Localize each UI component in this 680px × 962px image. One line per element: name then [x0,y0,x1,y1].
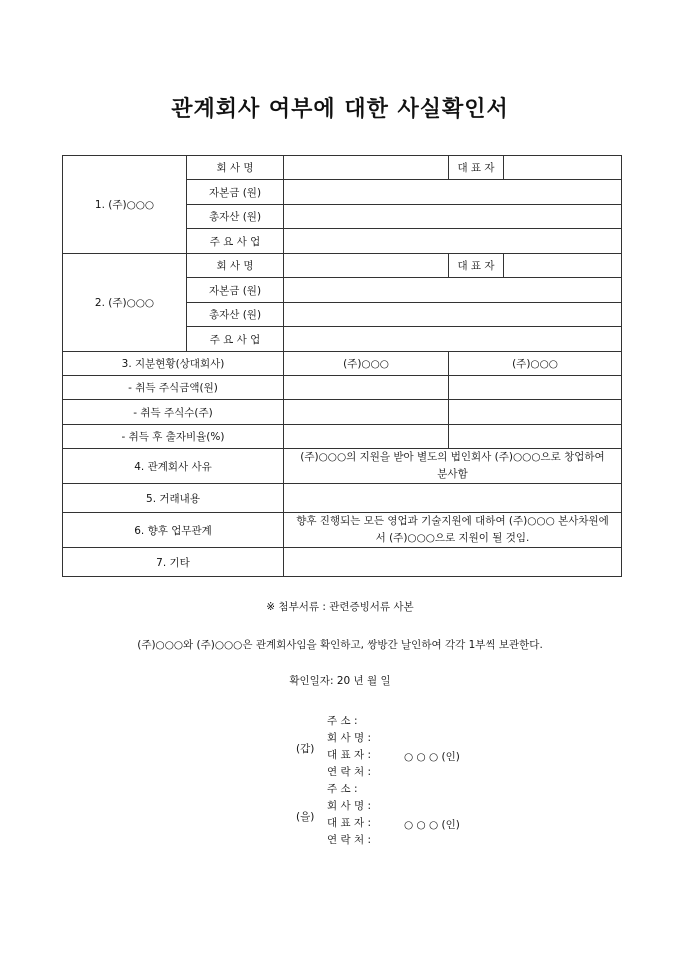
table-row [63,352,622,376]
party-b-address: 주 소 : [327,783,358,795]
ceo-label: 대 표 자 [449,254,504,278]
party-a-seal: ○ ○ ○ (인) [404,751,460,763]
company1-capital-value[interactable] [284,180,622,205]
company2-capital-value[interactable] [284,278,622,303]
table-row [63,548,622,577]
company1-name-value[interactable] [284,156,449,180]
party-a-company: 회 사 명 : [327,732,371,744]
table-row [63,425,622,449]
company1-assets-value[interactable] [284,205,622,229]
main-business-label: 주 요 사 업 [187,327,284,352]
company2-assets-value[interactable] [284,303,622,327]
total-assets-label: 총자산 (원) [187,205,284,229]
reason-value: (주)○○○의 지원을 받아 별도의 법인회사 (주)○○○으로 창업하여 분사함 [284,449,622,484]
table-row [63,156,622,180]
company2-ceo-value[interactable] [504,254,622,278]
table-row [63,376,622,400]
future-value: 향후 진행되는 모든 영업과 기술지원에 대하여 (주)○○○ 본사차원에서 (주)○○○으로 지원이 될 것임. [284,513,622,548]
confirm-date: 확인일자: 20 년 월 일 [289,675,391,687]
equity-col-a: (주)○○○ [284,352,449,376]
page-title: 관계회사 여부에 대한 사실확인서 [171,97,509,122]
party-a-label: (갑) [296,743,315,755]
party-a-ceo: 대 표 자 : [327,749,371,761]
equity-row1-b-value[interactable] [449,376,622,400]
main-business-label: 주 요 사 업 [187,229,284,254]
equity-row2-label: - 취득 주식수(주) [63,400,284,425]
equity-row2-a-value[interactable] [284,400,449,425]
equity-row3-label: - 취득 후 출자비율(%) [63,425,284,449]
confirmation-statement: (주)○○○와 (주)○○○은 관계회사임을 확인하고, 쌍방간 날인하여 각각 1부씩 보관한다. [137,639,543,651]
table-row [63,484,622,513]
capital-label: 자본금 (원) [187,278,284,303]
equity-row1-a-value[interactable] [284,376,449,400]
ceo-label: 대 표 자 [449,156,504,180]
equity-header: 3. 지분현황(상대회사) [63,352,284,376]
company2-label: 2. (주)○○○ [63,254,187,352]
equity-col-b: (주)○○○ [449,352,622,376]
trade-label: 5. 거래내용 [63,484,284,513]
attachment-note: ※ 첨부서류 : 관련증빙서류 사본 [266,601,414,613]
total-assets-label: 총자산 (원) [187,303,284,327]
party-b-label: (을) [296,811,315,823]
party-a-address: 주 소 : [327,715,358,727]
reason-label: 4. 관계회사 사유 [63,449,284,484]
company-name-label: 회 사 명 [187,254,284,278]
company2-name-value[interactable] [284,254,449,278]
company-info-table [62,155,622,577]
company1-business-value[interactable] [284,229,622,254]
company1-label: 1. (주)○○○ [63,156,187,254]
future-label: 6. 향후 업무관계 [63,513,284,548]
company2-business-value[interactable] [284,327,622,352]
company-name-label: 회 사 명 [187,156,284,180]
equity-row2-b-value[interactable] [449,400,622,425]
party-b-company: 회 사 명 : [327,800,371,812]
company1-ceo-value[interactable] [504,156,622,180]
table-row [63,513,622,548]
table-row [63,449,622,484]
table-row [63,400,622,425]
table-row [63,254,622,278]
trade-value[interactable] [284,484,622,513]
other-label: 7. 기타 [63,548,284,577]
party-b-contact: 연 락 처 : [327,834,371,846]
party-a-contact: 연 락 처 : [327,766,371,778]
equity-row3-b-value[interactable] [449,425,622,449]
capital-label: 자본금 (원) [187,180,284,205]
equity-row3-a-value[interactable] [284,425,449,449]
other-value[interactable] [284,548,622,577]
equity-row1-label: - 취득 주식금액(원) [63,376,284,400]
party-b-ceo: 대 표 자 : [327,817,371,829]
party-b-seal: ○ ○ ○ (인) [404,819,460,831]
